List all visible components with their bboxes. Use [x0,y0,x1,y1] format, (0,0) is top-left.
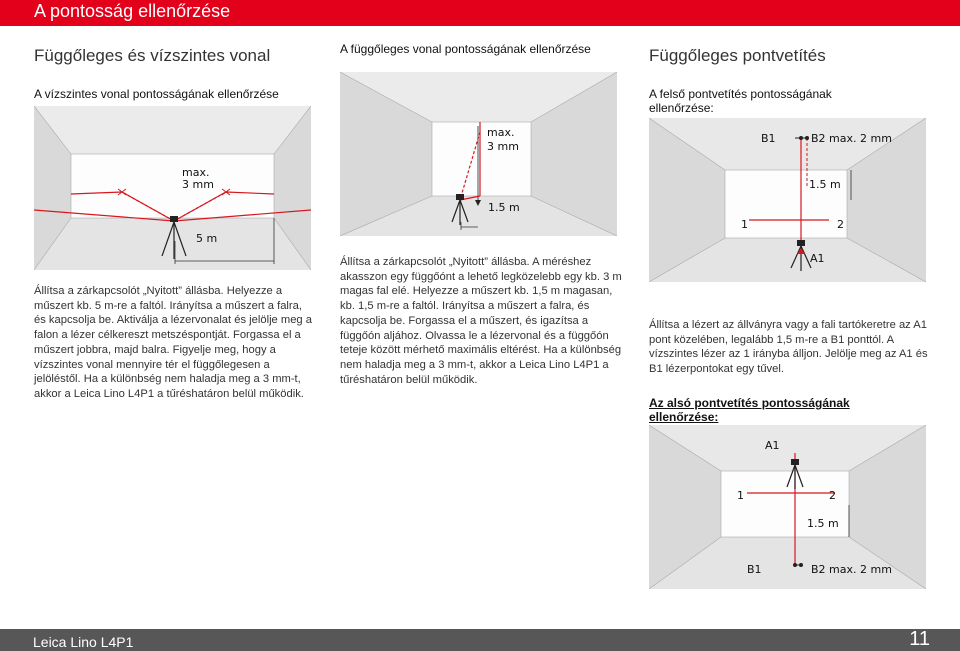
heading-vertical-check: A függőleges vonal pontosságának ellenőrzése [340,42,591,56]
a1-label: A1 [810,252,825,265]
distance-label: 1.5 m [809,178,841,191]
point-2-label: 2 [837,218,844,231]
product-name: Leica Lino L4P1 [33,634,134,650]
b2-label: B2 max. 2 mm [811,563,892,576]
page-number: 11 [909,628,930,650]
page-title: A pontosság ellenőrzése [34,1,231,21]
instructions-upper-point: Állítsa a lézert az állványra vagy a fali tartókeretre az A1 pont közelében, legalább 1,5 m-re a B1 ponttól. A vízszintes lézer az 1 irányba álljon. Jelölje meg az A1 és B1 lézerpontokat egy tűvel. [649,319,928,376]
mm-label: 3 mm [182,178,214,191]
instructions-vertical: Állítsa a zárkapcsolót „Nyitott” állásba. A méréshez akasszon egy függőónt a lehető legközelebb egy kb. 3 m magas fal elé. Helyezze a műszert kb. 1,5 m magasan, kb. 1,5 m-re a faltól. Irányítsa a műszert a falra, és kapcsolja be. Forgassa el a műszert, és igazítsa a függőón aljához. Olvassa le a lézervonal és a függőón teteje között mérhető maximális eltérést. Ha a különbség nem haladja meg a 3 mm-t, akkor a Leica Lino L4P1 a tűréshatáron belül működik. [340,256,622,386]
section-heading-lines: Függőleges és vízszintes vonal [34,46,271,65]
section-heading-plumb: Függőleges pontvetítés [649,46,826,65]
point-1-label: 1 [737,489,744,502]
subheading-lower-point: Az alsó pontvetítés pontosságának ellenőrzése: [649,396,850,424]
subheading-upper-point: A felső pontvetítés pontosságának ellenőrzése: [649,87,832,115]
b1-label: B1 [761,132,776,145]
max-label: max. [182,166,210,179]
point-1-label: 1 [741,218,748,231]
title-bar [0,0,960,26]
distance-label: 1.5 m [488,201,520,214]
mm-label: 3 mm [487,140,519,153]
horizontal-line-diagram [34,106,311,270]
distance-label: 5 m [196,232,218,245]
b2-label: B2 max. 2 mm [811,132,892,145]
max-label: max. [487,126,515,139]
subheading-horizontal-check: A vízszintes vonal pontosságának ellenőrzése [34,87,279,101]
vertical-line-diagram [340,72,617,236]
upper-point-diagram [649,118,926,282]
point-2-label: 2 [829,489,836,502]
footer-bar [0,629,960,651]
distance-label: 1.5 m [807,517,839,530]
a1-label: A1 [765,439,780,452]
instructions-horizontal: Állítsa a zárkapcsolót „Nyitott” állásba. Helyezze a műszert kb. 5 m-re a faltól. Irányítsa a műszert a falra, és kapcsolja be. Aktiválja a lézervonalat és jelölje meg a falon a lézer célkereszt metszéspontját. Forgassa el a műszert jobbra, majd balra. Figyelje meg, hogy a vízszintes vonal mennyire tér el függőlegesen a jelöléstől. Ha a különbség nem haladja meg a 3 mm-t, akkor a Leica Lino L4P1 a tűréshatáron belül működik. [34,285,312,400]
b1-label: B1 [747,563,762,576]
lower-point-diagram [649,425,926,589]
